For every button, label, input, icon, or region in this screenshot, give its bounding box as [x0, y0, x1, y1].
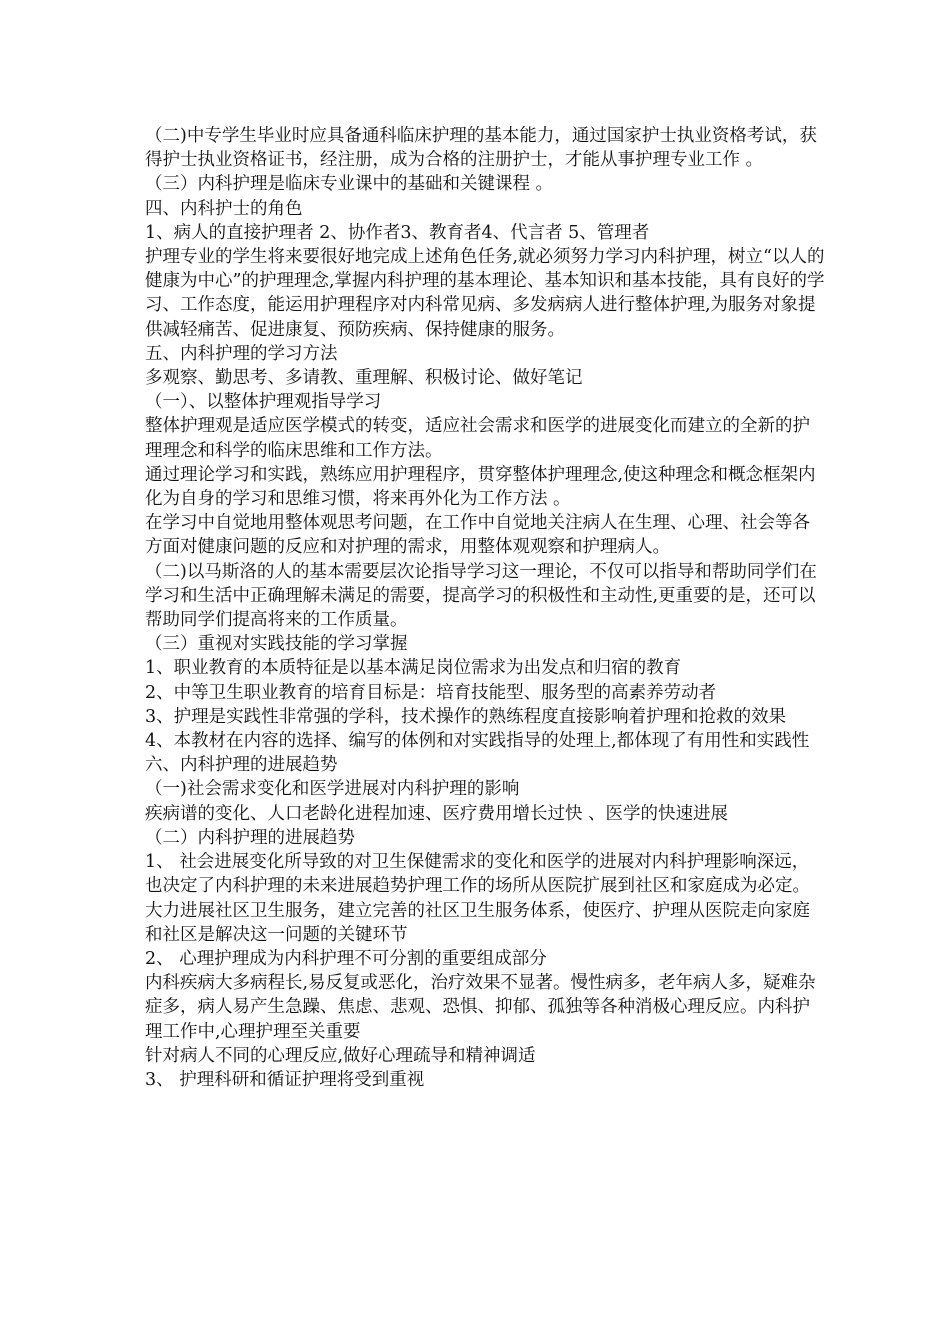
paragraph: 针对病人不同的心理反应,做好心理疏导和精神调适: [145, 1045, 536, 1066]
list-item: 2、 心理护理成为内科护理不可分割的重要组成部分: [145, 948, 547, 969]
subsection-heading: （一）、以整体护理观指导学习: [145, 392, 382, 413]
subsection-heading: （一)社会需求变化和医学进展对内科护理的影响: [145, 779, 520, 800]
section-heading: 四、内科护士的角色: [145, 198, 303, 219]
list-item: 1、 社会进展变化所导致的对卫生保健需求的变化和医学的进展对内科护理影响深远，也决定了内科护理的未来进展趋势护理工作的场所从医院扩展到社区和家庭成为必定。大力进展社区卫生服务，建立完善的社区卫生服务体系，使医疗、护理从医院走向家庭和社区是解决这一问题的关键环节: [145, 852, 810, 945]
paragraph: 多观察、勤思考、多请教、重理解、积极讨论、做好笔记: [145, 368, 583, 389]
paragraph: 通过理论学习和实践，熟练应用护理程序，贯穿整体护理理念,使这种理念和概念框架内化为自身的学习和思维习惯，将来再外化为工作方法 。: [145, 464, 816, 510]
paragraph: 在学习中自觉地用整体观思考问题，在工作中自觉地关注病人在生理、心理、社会等各方面对健康问题的反应和对护理的需求，用整体观观察和护理病人。: [145, 513, 810, 558]
paragraph: 1、病人的直接护理者 2、协作者3、教育者4、代言者 5、管理者: [145, 222, 650, 243]
list-item: 1、职业教育的本质特征是以基本满足岗位需求为出发点和归宿的教育: [145, 658, 682, 679]
paragraph: （二)以马斯洛的人的基本需要层次论指导学习这一理论，不仅可以指导和帮助同学们在学习和生活中正确理解未满足的需要，提高学习的积极性和主动性,更重要的是，还可以帮助同学们提高将来的工作质量。: [145, 561, 817, 631]
paragraph: 整体护理观是适应医学模式的转变，适应社会需求和医学的进展变化而建立的全新的护理理念和科学的临床思维和工作方法。: [145, 416, 810, 461]
paragraph: （三）内科护理是临床专业课中的基础和关键课程 。: [145, 174, 554, 195]
section-heading: 五、内科护理的学习方法: [145, 343, 338, 364]
paragraph: 内科疾病大多病程长,易反复或恶化，治疗效果不显著。慢性病多，老年病人多，疑难杂症多，病人易产生急躁、焦虑、悲观、恐惧、抑郁、孤独等各种消极心理反应。内科护理工作中,心理护理至关重要: [145, 973, 816, 1042]
list-item: 4、本教材在内容的选择、编写的体例和对实践指导的处理上,都体现了有用性和实践性: [145, 731, 810, 752]
paragraph: 疾病谱的变化、人口老龄化进程加速、医疗费用增长过快 、医学的快速进展: [145, 803, 729, 824]
section-heading: 六、内科护理的进展趋势: [145, 755, 338, 776]
subsection-heading: （二）内科护理的进展趋势: [145, 827, 355, 848]
subsection-heading: （三）重视对实践技能的学习掌握: [145, 634, 408, 655]
paragraph: 护理专业的学生将来要很好地完成上述角色任务,就必须努力学习内科护理，树立“以人的健康为中心”的护理理念,掌握内科护理的基本理论、基本知识和基本技能，具有良好的学习、工作态度，能运用护理程序对内科常见病、多发病病人进行整体护理,为服务对象提供减轻痛苦、促进康复、预防疾病、保持健康的服务。: [145, 247, 825, 340]
document-body: [145, 124, 825, 1092]
list-item: 3、护理是实践性非常强的学科，技术操作的熟练程度直接影响着护理和抢救的效果: [145, 706, 787, 727]
list-item: 3、 护理科研和循证护理将受到重视: [145, 1069, 425, 1090]
list-item: 2、中等卫生职业教育的培育目标是：培育技能型、服务型的高素养劳动者: [145, 682, 717, 703]
paragraph: （二)中专学生毕业时应具备通科临床护理的基本能力，通过国家护士执业资格考试，获得护士执业资格证书，经注册，成为合格的注册护士，才能从事护理专业工作 。: [145, 126, 817, 171]
